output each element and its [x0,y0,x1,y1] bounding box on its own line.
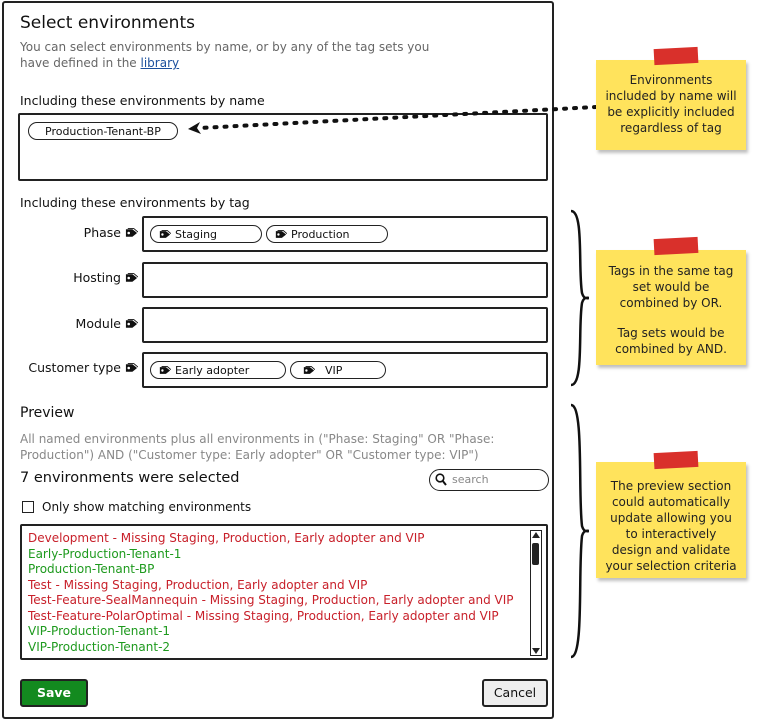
tag-chip-vip[interactable] [290,361,386,379]
note-spacer [604,311,738,325]
search-icon [435,473,447,486]
tagset-label-hosting [18,270,138,285]
note-preview [596,462,746,578]
search-placeholder: search [452,473,489,486]
tag-chip-production[interactable] [266,225,388,243]
tagset-label-module [18,316,138,331]
tag-chip-early-adopter[interactable] [150,361,286,379]
tape [654,237,699,255]
note-or-text: Tags in the same tag set would be combined by OR. [608,264,734,310]
tag-chip-staging[interactable] [150,225,262,243]
save-button[interactable]: Save [20,679,88,707]
only-matching-checkbox[interactable] [22,501,34,513]
tape [654,451,699,469]
scroll-up-icon[interactable] [532,532,540,538]
tagset-name-module: Module [75,316,121,331]
name-chip[interactable] [28,122,178,140]
connector-arrow-icon [188,122,201,134]
list-item[interactable]: Test-Feature-SealMannequin - Missing Staging, Production, Early adopter and VIP [28,593,514,607]
tagset-name-phase: Phase [83,225,121,240]
tagset-label-phase [18,225,138,240]
scroll-down-icon[interactable] [532,648,540,654]
tape [654,47,699,65]
tag-chip-label: Early adopter [175,364,250,377]
by-name-label: Including these environments by name [20,93,265,108]
note-preview-text: The preview section could automatically update allowing you to interactively design and validate your selection criteria [605,479,737,573]
brace-preview [568,402,592,660]
tagset-input-phase[interactable] [142,216,548,252]
library-link[interactable]: library [140,56,180,70]
tagset-label-customer-type [18,360,138,375]
note-combine-logic [596,250,746,365]
tag-chip-label: Staging [175,228,218,241]
list-item[interactable]: VIP-Production-Tenant-2 [28,639,171,654]
list-item[interactable]: Early-Production-Tenant-1 [28,546,182,561]
scroll-thumb[interactable] [532,543,539,565]
note-and-text: Tag sets would be combined by AND. [615,326,727,356]
tag-icon [125,363,138,373]
tag-chip-label: VIP [325,364,343,377]
list-scrollbar[interactable] [530,530,542,656]
tag-icon [125,273,138,283]
tagset-input-module[interactable] [142,307,548,343]
tagset-name-hosting: Hosting [73,270,121,285]
list-item[interactable]: Production-Tenant-BP [28,562,155,576]
selected-count: 7 environments were selected [20,470,240,486]
preview-list[interactable] [20,524,548,660]
tag-icon [303,366,315,375]
tagset-name-customer-type: Customer type [28,360,121,375]
tag-icon [159,230,171,239]
preview-heading: Preview [20,405,75,421]
by-tag-label: Including these environments by tag [20,195,250,210]
tagset-input-hosting[interactable] [142,262,548,298]
list-item[interactable]: Development - Missing Staging, Production, Early adopter and VIP [28,531,425,545]
tag-icon [159,366,171,375]
dialog-title: Select environments [20,13,195,33]
tagset-input-customer-type[interactable] [142,352,548,388]
preview-description: All named environments plus all environments in ("Phase: Staging" OR "Phase: Production") AND ("Customer type: Early adopter" OR "Customer type: VIP") [20,432,495,462]
name-chip-label: Production-Tenant-BP [45,125,161,138]
note-connector [180,95,600,145]
tag-icon [275,230,287,239]
tag-icon [125,319,138,329]
list-item[interactable]: Test - Missing Staging, Production, Early adopter and VIP [28,577,368,592]
cancel-button[interactable]: Cancel [482,679,548,707]
preview-rows [28,531,514,655]
tag-icon [125,228,138,238]
search-input[interactable] [429,469,549,491]
tag-chip-label: Production [291,228,350,241]
list-item[interactable]: Test-Feature-PolarOptimal - Missing Staging, Production, Early adopter and VIP [28,608,499,623]
connector-line [200,107,596,128]
description-text: You can select environments by name, or by any of the tag sets you have defined in the [20,40,430,70]
note-by-name [596,60,746,150]
brace-tags [568,208,592,388]
note-by-name-text: Environments included by name will be explicitly included regardless of tag [605,73,737,135]
only-matching-label: Only show matching environments [42,500,252,514]
list-item[interactable]: VIP-Production-Tenant-1 [28,624,171,638]
dialog-description [20,39,440,71]
